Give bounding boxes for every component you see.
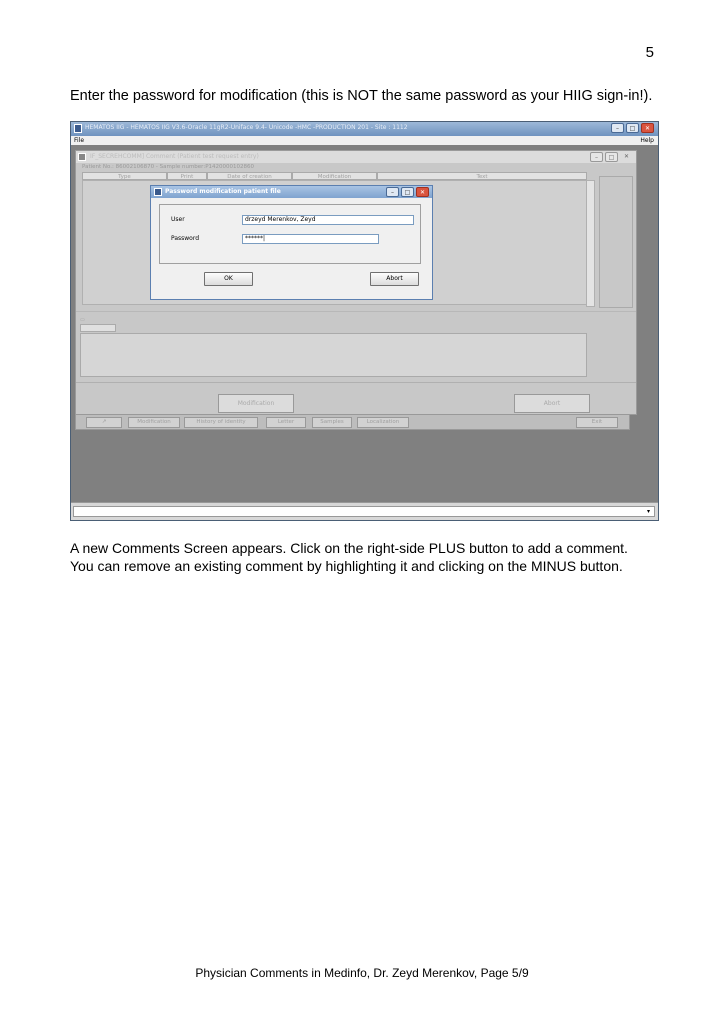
description-line-2: You can remove an existing comment by highlighting it and clicking on the MINUS button. xyxy=(70,558,623,574)
close-icon[interactable]: ✕ xyxy=(623,153,630,160)
abort-button[interactable]: Abort xyxy=(514,394,590,413)
minimize-icon[interactable]: – xyxy=(386,187,399,197)
main-title-bar xyxy=(71,122,658,136)
toolbar-localization-button[interactable]: Localization xyxy=(357,417,409,428)
right-side-panel xyxy=(599,176,633,308)
close-icon[interactable]: ✕ xyxy=(416,187,429,197)
comment-text-area[interactable] xyxy=(80,333,587,377)
description-text xyxy=(70,539,628,575)
patient-info: Patient No.: 86002106870 - Sample number:P1420000102860 xyxy=(82,164,255,170)
comment-window-controls xyxy=(590,152,633,162)
password-field[interactable]: ******| xyxy=(242,234,379,244)
ok-button[interactable]: OK xyxy=(204,272,253,286)
maximize-icon[interactable]: □ xyxy=(401,187,414,197)
bottom-toolbar xyxy=(75,414,630,430)
tab-button[interactable] xyxy=(80,324,116,332)
dialog-title-bar xyxy=(151,186,432,198)
user-label: User xyxy=(171,216,185,223)
intro-text: Enter the password for modification (this is NOT the same password as your HIIG sign-in!). xyxy=(70,88,653,104)
column-text[interactable]: Text xyxy=(377,172,587,180)
main-window-controls xyxy=(611,123,654,133)
maximize-icon[interactable]: □ xyxy=(605,152,618,162)
app-icon xyxy=(74,124,82,133)
section-label: ▭ xyxy=(80,317,85,323)
menu-file[interactable]: File xyxy=(74,137,85,144)
column-date-of-creation[interactable]: Date of creation xyxy=(207,172,292,180)
description-line-1: A new Comments Screen appears. Click on the right-side PLUS button to add a comment. xyxy=(70,540,628,556)
document-icon xyxy=(78,153,86,161)
user-field[interactable]: drzeyd Merenkov, Zeyd xyxy=(242,215,414,225)
status-bar xyxy=(71,502,658,520)
comment-window-title: IF_SECREHCOMM] Comment (Patient test request entry) xyxy=(90,153,259,160)
column-type[interactable]: Type xyxy=(82,172,167,180)
menu-help[interactable]: Help xyxy=(640,137,654,144)
column-modification[interactable]: Modification xyxy=(292,172,377,180)
toolbar-history-button[interactable]: History of identity xyxy=(184,417,258,428)
grid-scrollbar[interactable] xyxy=(586,180,595,307)
page-footer: Physician Comments in Medinfo, Dr. Zeyd Merenkov, Page 5/9 xyxy=(195,966,529,980)
password-label: Password xyxy=(171,235,200,242)
dialog-abort-button[interactable]: Abort xyxy=(370,272,419,286)
menu-bar xyxy=(71,136,658,145)
divider xyxy=(76,382,636,383)
minimize-icon[interactable]: – xyxy=(611,123,624,133)
page-number: 5 xyxy=(645,44,654,61)
password-dialog xyxy=(150,185,433,300)
toolbar-modification-button[interactable]: Modification xyxy=(128,417,180,428)
dialog-controls xyxy=(386,187,429,197)
maximize-icon[interactable]: □ xyxy=(626,123,639,133)
comment-window-title-bar xyxy=(76,151,636,163)
divider xyxy=(76,311,636,312)
close-icon[interactable]: ✕ xyxy=(641,123,654,133)
exit-button[interactable]: Exit xyxy=(576,417,618,428)
dialog-title: Password modification patient file xyxy=(165,188,281,195)
status-combo[interactable] xyxy=(73,506,655,517)
application-screenshot xyxy=(70,121,659,521)
toolbar-icon[interactable]: ↗ xyxy=(86,417,122,428)
document-icon xyxy=(154,188,162,196)
minimize-icon[interactable]: – xyxy=(590,152,603,162)
column-print[interactable]: Print xyxy=(167,172,207,180)
dropdown-arrow-icon[interactable]: ▾ xyxy=(646,508,650,515)
toolbar-samples-button[interactable]: Samples xyxy=(312,417,352,428)
toolbar-letter-button[interactable]: Letter xyxy=(266,417,306,428)
main-window-title: HEMATOS IIG - HEMATOS IIG V3.6-Oracle 11gR2-Uniface 9.4- Unicode -HMC -PRODUCTION 201 - Site : 1112 xyxy=(85,124,408,131)
modification-button[interactable]: Modification xyxy=(218,394,294,413)
